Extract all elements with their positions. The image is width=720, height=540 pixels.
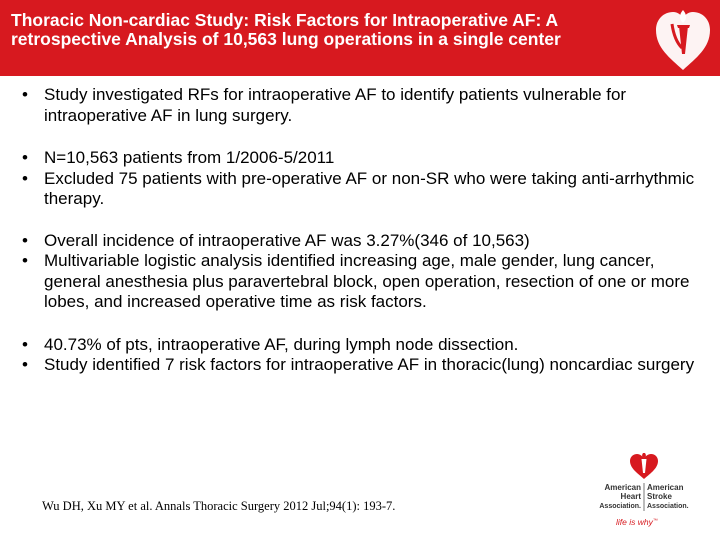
bullet-content (22, 85, 712, 398)
asa-line-3: Association. (647, 503, 689, 510)
bullet-text: Study investigated RFs for intraoperative AF to identify patients vulnerable for intraoperative AF in lung surgery. (44, 85, 627, 125)
aha-line-3: Association. (599, 503, 641, 510)
bullet-marker: • (22, 148, 28, 167)
tagline-trademark: ™ (652, 518, 658, 524)
bullet-group-4 (22, 335, 712, 376)
slide-title-line-2: retrospective Analysis of 10,563 lung operations in a single center (11, 29, 561, 49)
bullet-item (22, 251, 712, 313)
slide-title (11, 11, 651, 49)
citation: Wu DH, Xu MY et al. Annals Thoracic Surgery 2012 Jul;94(1): 193-7. (42, 499, 396, 513)
bullet-group-1 (22, 85, 712, 126)
bullet-item (22, 335, 712, 356)
bullet-marker: • (22, 334, 28, 354)
bullet-group-3 (22, 231, 712, 313)
bullet-group-2 (22, 148, 712, 210)
tagline-text: life is why (616, 517, 653, 527)
bullet-marker: • (22, 355, 28, 374)
bullet-item (22, 169, 712, 210)
aha-line-1: American (604, 483, 641, 492)
heart-torch-icon (652, 4, 714, 74)
bullet-item (22, 85, 712, 126)
asa-line-2: Stroke (647, 492, 672, 501)
bullet-text: 40.73% of pts, intraoperative AF, during lymph node dissection. (44, 334, 519, 354)
title-banner (0, 0, 720, 76)
asa-line-1: American (647, 483, 684, 492)
bullet-text: Overall incidence of intraoperative AF was 3.27%(346 of 10,563) (44, 230, 530, 250)
bullet-item (22, 148, 712, 169)
aha-line-2: Heart (620, 492, 641, 501)
bullet-marker: • (22, 230, 28, 250)
slide-title-line-1: Thoracic Non-cardiac Study: Risk Factors for Intraoperative AF: A (11, 10, 559, 30)
tagline (616, 517, 658, 527)
bullet-text: Study identified 7 risk factors for intraoperative AF in thoracic(lung) noncardiac surgery (44, 355, 695, 374)
bullet-text: N=10,563 patients from 1/2006-5/2011 (44, 148, 335, 167)
bullet-item (22, 355, 712, 376)
bullet-marker: • (22, 85, 28, 104)
bullet-text: Excluded 75 patients with pre-operative AF or non-SR who were taking anti-arrhythmic therapy. (44, 168, 695, 208)
aha-asa-logo (580, 453, 708, 533)
bullet-text: Multivariable logistic analysis identified increasing age, male gender, lung cancer, general anesthesia plus paravertebral block, open operation, resection of one or more lobes, and increased operative time as risk factors. (44, 251, 690, 311)
heart-torch-icon (630, 453, 658, 479)
bullet-marker: • (22, 168, 28, 188)
bullet-item (22, 231, 712, 252)
bullet-marker: • (22, 251, 28, 270)
